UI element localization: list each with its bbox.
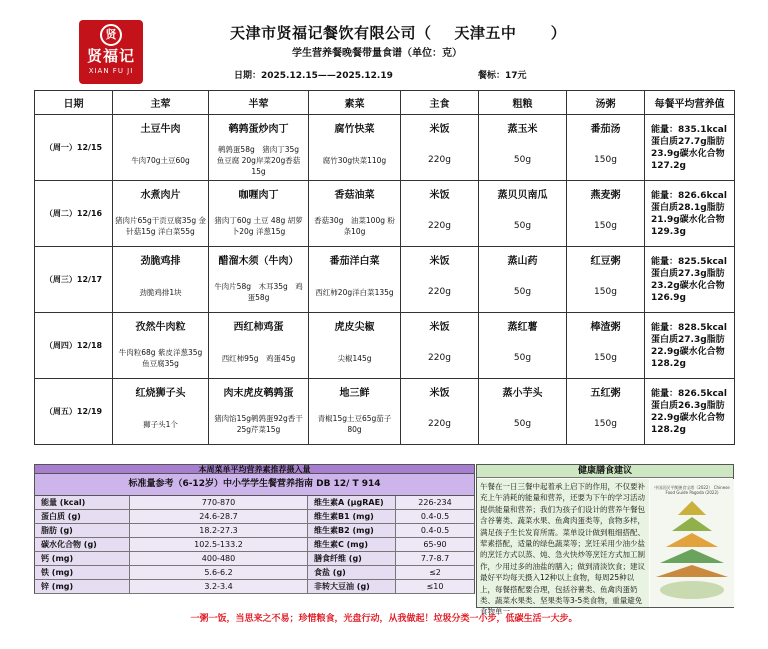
nutrient-value: 0.4-0.5 bbox=[396, 524, 474, 537]
vegetable-amount: 青椒15g土豆65g茄子80g bbox=[309, 405, 401, 445]
coarse-grain: 蒸贝贝南瓜 bbox=[479, 181, 567, 207]
page-subtitle: 学生营养餐晚餐带量食谱（单位：克） bbox=[292, 48, 462, 59]
nutrient-value: 3.2-3.4 bbox=[130, 580, 308, 593]
nutrient-name: 维生素A (μgRAE) bbox=[308, 496, 396, 509]
half-meat-dish: 鹌鹑蛋炒肉丁 bbox=[209, 115, 309, 141]
coarse-grain: 蒸玉米 bbox=[479, 115, 567, 141]
table-row bbox=[35, 379, 735, 405]
vegetable-dish: 地三鲜 bbox=[309, 379, 401, 405]
nutrient-value: 400-480 bbox=[130, 552, 308, 565]
nutrient-name: 维生素B2 (mg) bbox=[308, 524, 396, 537]
menu-date-range: 日期：2025.12.15——2025.12.19 bbox=[234, 71, 393, 81]
soup-amount: 150g bbox=[567, 273, 645, 313]
nutrient-name: 锌 (mg) bbox=[35, 580, 130, 593]
nutrient-value: 5.6-6.2 bbox=[130, 566, 308, 579]
standard-row bbox=[34, 496, 475, 510]
nutrition-summary: 能量：825.5kcal 蛋白质27.3g脂肪23.2g碳水化合物126.9g bbox=[645, 247, 735, 313]
half-meat-amount: 猪肉丁60g 土豆 48g 胡萝卜20g 洋葱15g bbox=[209, 207, 309, 247]
advice-heading: 健康膳食建议 bbox=[477, 465, 733, 478]
day-label: （周五）12/19 bbox=[35, 379, 113, 445]
nutrient-value: 65-90 bbox=[396, 538, 474, 551]
nutrition-summary: 能量：826.6kcal 蛋白质28.1g脂肪21.9g碳水化合物129.3g bbox=[645, 181, 735, 247]
nutrient-name: 维生素C (mg) bbox=[308, 538, 396, 551]
pagoda-layer bbox=[678, 501, 706, 515]
staple-amount: 220g bbox=[401, 141, 479, 181]
half-meat-dish: 醋溜木须（牛肉） bbox=[209, 247, 309, 273]
column-header-date: 日期 bbox=[35, 91, 113, 115]
soup: 燕麦粥 bbox=[567, 181, 645, 207]
column-header-soup: 汤粥 bbox=[567, 91, 645, 115]
staple-food: 米饭 bbox=[401, 115, 479, 141]
staple-food: 米饭 bbox=[401, 379, 479, 405]
pagoda-title: 中国居民平衡膳食宝塔（2022） Chinese Food Guide Pagoda (2022) bbox=[654, 485, 730, 495]
pagoda-layer bbox=[666, 533, 718, 547]
half-meat-dish: 咖喱肉丁 bbox=[209, 181, 309, 207]
weekly-menu-table bbox=[34, 90, 735, 445]
column-header-coarse-grain: 粗粮 bbox=[479, 91, 567, 115]
table-row bbox=[35, 313, 735, 339]
standard-row bbox=[34, 552, 475, 566]
staple-food: 米饭 bbox=[401, 247, 479, 273]
logo-text: 贤福记 bbox=[86, 47, 135, 65]
food-pagoda-image bbox=[650, 479, 734, 607]
logo-english-text: XIAN FU JI bbox=[88, 67, 134, 75]
nutrient-value: ≤2 bbox=[396, 566, 474, 579]
coarse-grain-amount: 50g bbox=[479, 405, 567, 445]
nutrient-name: 碳水化合物 (g) bbox=[35, 538, 130, 551]
table-header-row bbox=[35, 91, 735, 115]
coarse-grain-amount: 50g bbox=[479, 339, 567, 379]
nutrition-summary: 能量：826.5kcal 蛋白质26.3g脂肪22.9g碳水化合物128.2g bbox=[645, 379, 735, 445]
standard-row bbox=[34, 580, 475, 594]
nutrient-name: 钙 (mg) bbox=[35, 552, 130, 565]
nutrient-value: 226-234 bbox=[396, 496, 474, 509]
column-header-nutrition: 每餐平均营养值 bbox=[645, 91, 735, 115]
main-dish: 水煮肉片 bbox=[113, 181, 209, 207]
nutrient-value: ≤10 bbox=[396, 580, 474, 593]
vegetable-amount: 香菇30g 油菜100g 粉条10g bbox=[309, 207, 401, 247]
main-dish: 红烧狮子头 bbox=[113, 379, 209, 405]
pagoda-layer bbox=[656, 565, 728, 577]
soup-amount: 150g bbox=[567, 339, 645, 379]
day-label: （周一）12/15 bbox=[35, 115, 113, 181]
nutrient-value: 770-870 bbox=[130, 496, 308, 509]
day-label: （周三）12/17 bbox=[35, 247, 113, 313]
nutrient-value: 18.2-27.3 bbox=[130, 524, 308, 537]
footer-slogan: 一粥一饭，当思来之不易；珍惜粮食，光盘行动，从我做起！垃圾分类一小步，低碳生活一大步。 bbox=[190, 614, 578, 624]
column-header-staple: 主食 bbox=[401, 91, 479, 115]
page-title: 天津市贤福记餐饮有限公司（ 天津五中 ） bbox=[230, 24, 567, 42]
nutrient-name: 脂肪 (g) bbox=[35, 524, 130, 537]
table-row-amounts bbox=[35, 339, 735, 379]
nutrition-summary: 能量：828.5kcal 蛋白质27.3g脂肪22.9g碳水化合物128.2g bbox=[645, 313, 735, 379]
vegetable-amount: 西红柿20g洋白菜135g bbox=[309, 273, 401, 313]
column-header-main-meat: 主荤 bbox=[113, 91, 209, 115]
nutrition-standard-table bbox=[34, 464, 475, 608]
day-label: （周二）12/16 bbox=[35, 181, 113, 247]
coarse-grain-amount: 50g bbox=[479, 273, 567, 313]
half-meat-amount: 牛肉片58g 木耳35g 鸡蛋58g bbox=[209, 273, 309, 313]
staple-amount: 220g bbox=[401, 273, 479, 313]
standard-row bbox=[34, 510, 475, 524]
standard-row bbox=[34, 524, 475, 538]
table-row bbox=[35, 181, 735, 207]
day-label: （周四）12/18 bbox=[35, 313, 113, 379]
soup: 五红粥 bbox=[567, 379, 645, 405]
pagoda-layer bbox=[672, 517, 712, 531]
nutrient-value: 7.7-8.7 bbox=[396, 552, 474, 565]
healthy-diet-advice bbox=[476, 464, 734, 617]
nutrient-value: 24.6-28.7 bbox=[130, 510, 308, 523]
soup: 棒渣粥 bbox=[567, 313, 645, 339]
soup: 番茄汤 bbox=[567, 115, 645, 141]
vegetable-amount: 尖椒145g bbox=[309, 339, 401, 379]
main-dish: 土豆牛肉 bbox=[113, 115, 209, 141]
vegetable-dish: 腐竹快菜 bbox=[309, 115, 401, 141]
table-row bbox=[35, 115, 735, 141]
half-meat-dish: 肉末虎皮鹌鹑蛋 bbox=[209, 379, 309, 405]
table-row-amounts bbox=[35, 405, 735, 445]
soup: 红豆粥 bbox=[567, 247, 645, 273]
coarse-grain-amount: 50g bbox=[479, 141, 567, 181]
pagoda-layer bbox=[660, 549, 724, 563]
standard-row bbox=[34, 566, 475, 580]
coarse-grain: 蒸山药 bbox=[479, 247, 567, 273]
half-meat-amount: 西红柿95g 鸡蛋45g bbox=[209, 339, 309, 379]
column-header-vegetable: 素菜 bbox=[309, 91, 401, 115]
nutrient-name: 非转大豆油 (g) bbox=[308, 580, 396, 593]
main-dish-amount: 牛肉70g土豆60g bbox=[113, 141, 209, 181]
soup-amount: 150g bbox=[567, 141, 645, 181]
table-row bbox=[35, 247, 735, 273]
table-row-amounts bbox=[35, 273, 735, 313]
vegetable-amount: 腐竹30g快菜110g bbox=[309, 141, 401, 181]
main-dish-amount: 猪肉片65g干贡豆腐35g 金针菇15g 洋白菜55g bbox=[113, 207, 209, 247]
main-dish-amount: 劲脆鸡排1块 bbox=[113, 273, 209, 313]
half-meat-amount: 猪肉馅15g鹌鹑蛋92g香干25g芹菜15g bbox=[209, 405, 309, 445]
pagoda-base-plate bbox=[660, 581, 724, 599]
staple-amount: 220g bbox=[401, 207, 479, 247]
staple-amount: 220g bbox=[401, 339, 479, 379]
nutrient-name: 蛋白质 (g) bbox=[35, 510, 130, 523]
nutrient-value: 102.5-133.2 bbox=[130, 538, 308, 551]
staple-amount: 220g bbox=[401, 405, 479, 445]
nutrition-standard-heading: 本周菜单平均营养素推荐摄入量 bbox=[34, 464, 475, 474]
main-dish-amount: 狮子头1个 bbox=[113, 405, 209, 445]
nutrient-name: 能量 (kcal) bbox=[35, 496, 130, 509]
meal-fee: 餐标：17元 bbox=[478, 71, 527, 81]
coarse-grain: 蒸小芋头 bbox=[479, 379, 567, 405]
nutrient-value: 0.4-0.5 bbox=[396, 510, 474, 523]
table-row-amounts bbox=[35, 207, 735, 247]
staple-food: 米饭 bbox=[401, 313, 479, 339]
main-dish: 孜然牛肉粒 bbox=[113, 313, 209, 339]
nutrition-summary: 能量：835.1kcal 蛋白质27.7g脂肪23.9g碳水化合物127.2g bbox=[645, 115, 735, 181]
nutrient-name: 维生素B1 (mg) bbox=[308, 510, 396, 523]
half-meat-dish: 西红柿鸡蛋 bbox=[209, 313, 309, 339]
coarse-grain: 蒸红薯 bbox=[479, 313, 567, 339]
nutrition-standard-reference: 标准量参考（6-12岁）中小学学生餐营养指南 DB 12/ T 914 bbox=[34, 474, 475, 496]
column-header-half-meat: 半荤 bbox=[209, 91, 309, 115]
nutrient-name: 食盐 (g) bbox=[308, 566, 396, 579]
vegetable-dish: 番茄洋白菜 bbox=[309, 247, 401, 273]
vegetable-dish: 虎皮尖椒 bbox=[309, 313, 401, 339]
main-dish-amount: 牛肉粒68g 紫皮洋葱35g 鱼豆腐35g bbox=[113, 339, 209, 379]
main-dish: 劲脆鸡排 bbox=[113, 247, 209, 273]
nutrient-name: 膳食纤维 (g) bbox=[308, 552, 396, 565]
vegetable-dish: 香菇油菜 bbox=[309, 181, 401, 207]
nutrient-name: 铁 (mg) bbox=[35, 566, 130, 579]
advice-text: 午餐在一日三餐中起着承上启下的作用，不仅要补充上午消耗的能量和营养，还要为下午的学习活动提供能量和营养；我们为孩子们设计的营养午餐包含谷薯类、蔬菜水果、鱼禽肉蛋类等，食物多样，满足孩子生长发育所需。菜单设计做到粗细搭配、荤素搭配，适量的绿色蔬菜等；烹饪采用少油少盐的烹饪方式以蒸、炖、急火快炒等烹饪方式加工制作，少用过多的油盐的膳入；做到清淡饮食；建议最好平均每天摄入12种以上食物，每周25种以上，每餐搭配要合理，包括谷薯类、鱼禽肉蛋奶类、蔬菜水果类、坚果类等3-5类食物，重量避免食物单一。 bbox=[477, 479, 649, 607]
logo-seal-icon: 贤 bbox=[100, 24, 122, 46]
company-logo bbox=[79, 20, 143, 84]
soup-amount: 150g bbox=[567, 207, 645, 247]
table-row-amounts bbox=[35, 141, 735, 181]
staple-food: 米饭 bbox=[401, 181, 479, 207]
soup-amount: 150g bbox=[567, 405, 645, 445]
half-meat-amount: 鹌鹑蛋58g 猪肉丁35g 鱼豆腐 20g岸菜20g香菇15g bbox=[209, 141, 309, 181]
standard-row bbox=[34, 538, 475, 552]
coarse-grain-amount: 50g bbox=[479, 207, 567, 247]
